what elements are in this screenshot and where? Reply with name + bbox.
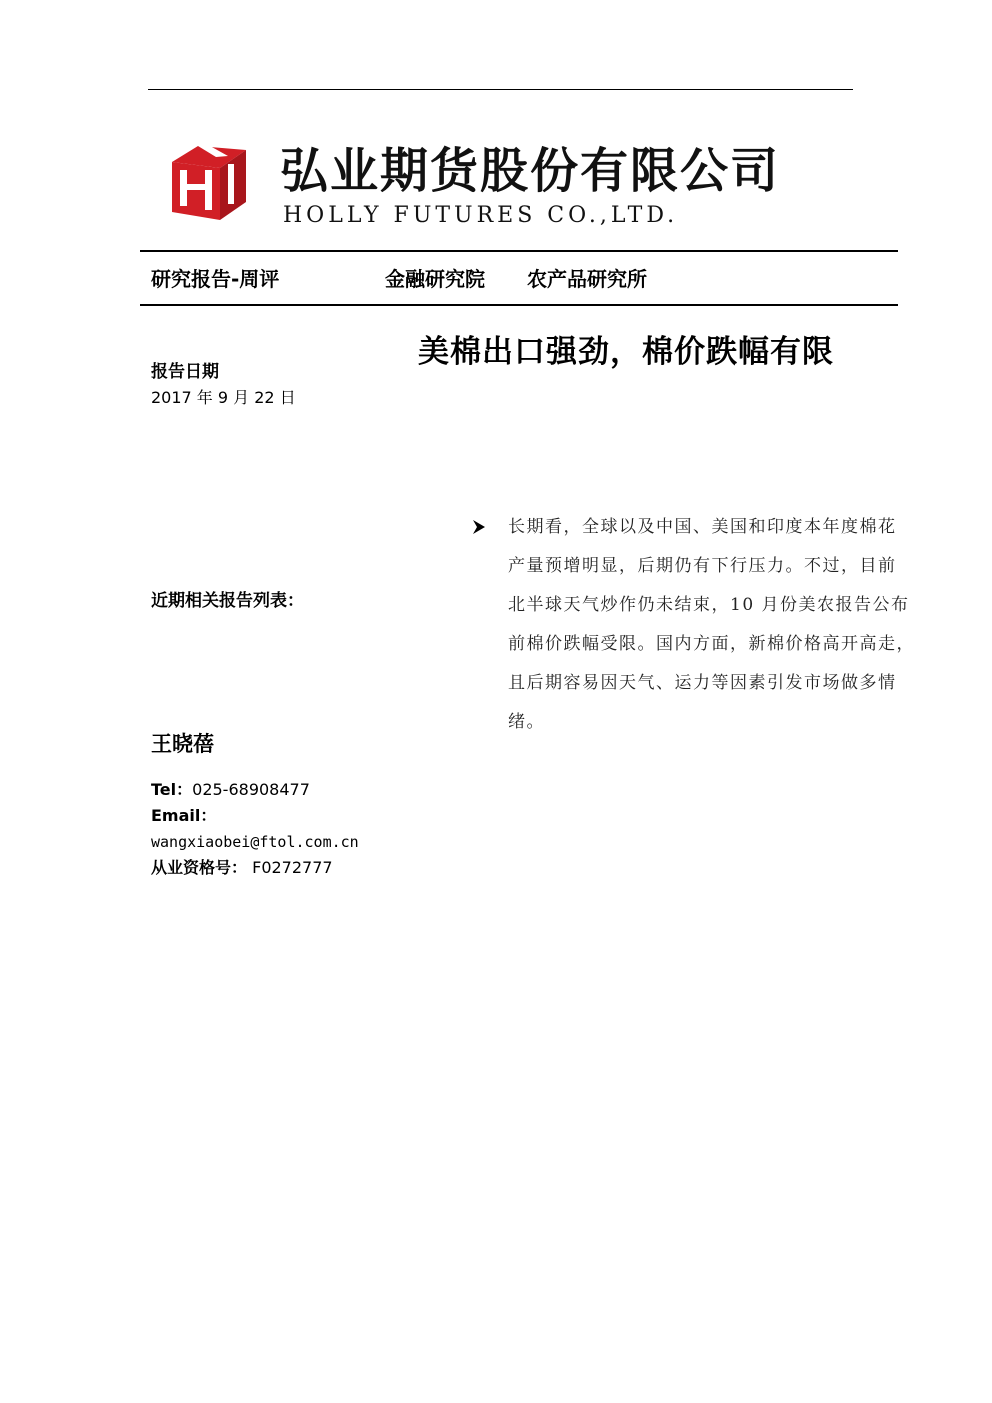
- company-name-cn: 弘业期货股份有限公司: [280, 143, 781, 199]
- summary-line: 且后期容易因天气、运力等因素引发市场做多情: [508, 673, 897, 693]
- license-value: F0272777: [252, 858, 333, 877]
- header-band-top-rule: [140, 250, 898, 252]
- email-value[interactable]: wangxiaobei@ftol.com.cn: [151, 833, 359, 851]
- license-label: 从业资格号：: [151, 858, 248, 877]
- department-agriculture: 农产品研究所: [527, 267, 647, 291]
- tel-value: 025-68908477: [192, 780, 310, 799]
- department-finance: 金融研究院: [385, 267, 485, 291]
- header-band-bottom-rule: [140, 304, 898, 306]
- top-rule: [148, 89, 853, 90]
- summary-line: 产量预增明显，后期仍有下行压力。不过，目前: [508, 556, 897, 576]
- summary-paragraph: [508, 508, 933, 742]
- tel-label: Tel：: [151, 780, 193, 799]
- report-type: 研究报告-周评: [151, 267, 280, 291]
- arrowhead-bullet-icon: [472, 519, 486, 535]
- summary-line: 绪。: [508, 712, 545, 732]
- author-name: 王晓蓓: [151, 732, 214, 756]
- email-label: Email：: [151, 806, 217, 825]
- summary-line: 北半球天气炒作仍未结束，10 月份美农报告公布: [508, 595, 910, 615]
- author-license: [151, 856, 333, 880]
- holly-cube-logo-icon: [168, 140, 250, 224]
- related-reports-label: 近期相关报告列表：: [151, 591, 304, 611]
- company-name-en: HOLLY FUTURES CO.,LTD.: [283, 203, 679, 228]
- report-date-label: 报告日期: [151, 362, 219, 382]
- summary-line: 长期看，全球以及中国、美国和印度本年度棉花: [508, 517, 897, 537]
- summary-line: 前棉价跌幅受限。国内方面，新棉价格高开高走，: [508, 634, 915, 654]
- report-date-value: 2017 年 9 月 22 日: [151, 388, 296, 407]
- report-title: 美棉出口强劲，棉价跌幅有限: [418, 334, 834, 370]
- author-tel: [151, 778, 310, 802]
